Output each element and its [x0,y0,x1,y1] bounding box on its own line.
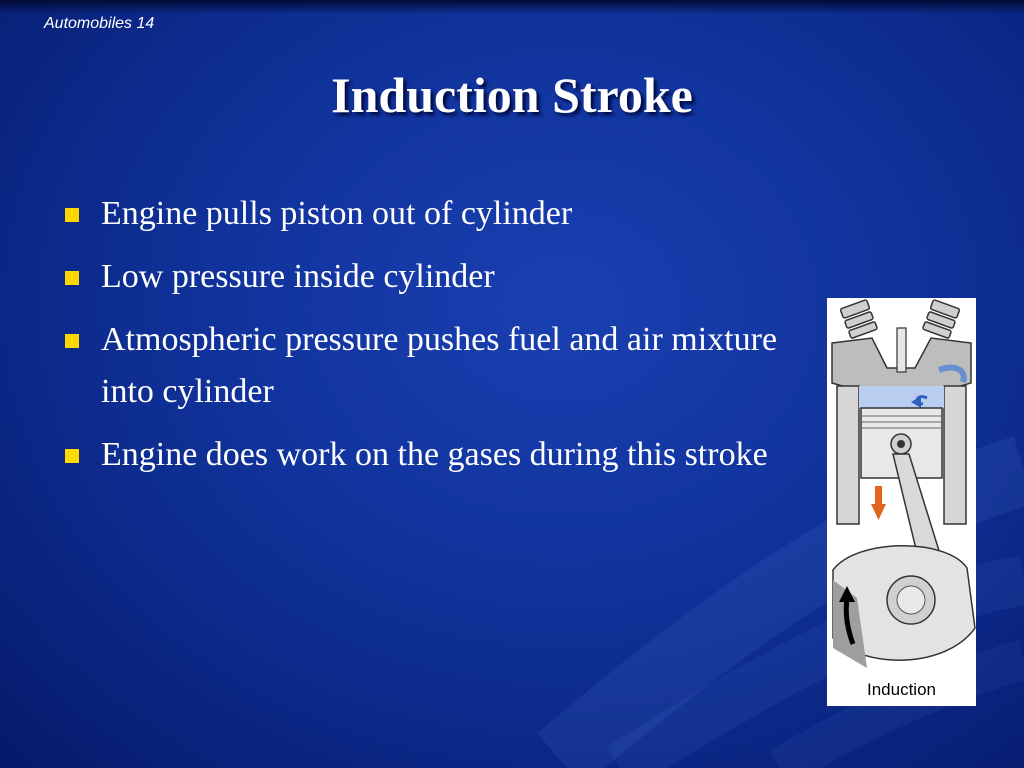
bullet-item [62,188,792,240]
slide-title: Induction Stroke [331,67,693,123]
bullet-text: Atmospheric pressure pushes fuel and air mixture into cylinder [101,321,778,410]
figure-caption: Induction [867,680,936,699]
bullet-text: Engine does work on the gases during this stroke [101,436,768,473]
bullet-square-icon [65,271,79,285]
engine-figure [827,298,976,706]
bullet-text: Engine pulls piston out of cylinder [101,195,573,232]
piston-engine-icon [827,298,976,678]
bullet-text: Low pressure inside cylinder [101,258,495,295]
bullet-list [62,188,792,492]
bullet-item [62,429,792,481]
bullet-square-icon [65,208,79,222]
bullet-item [62,251,792,303]
header-label: Automobiles 14 [44,15,155,32]
bullet-square-icon [65,334,79,348]
top-band [0,0,1024,14]
bullet-square-icon [65,449,79,463]
bullet-item [62,314,792,418]
